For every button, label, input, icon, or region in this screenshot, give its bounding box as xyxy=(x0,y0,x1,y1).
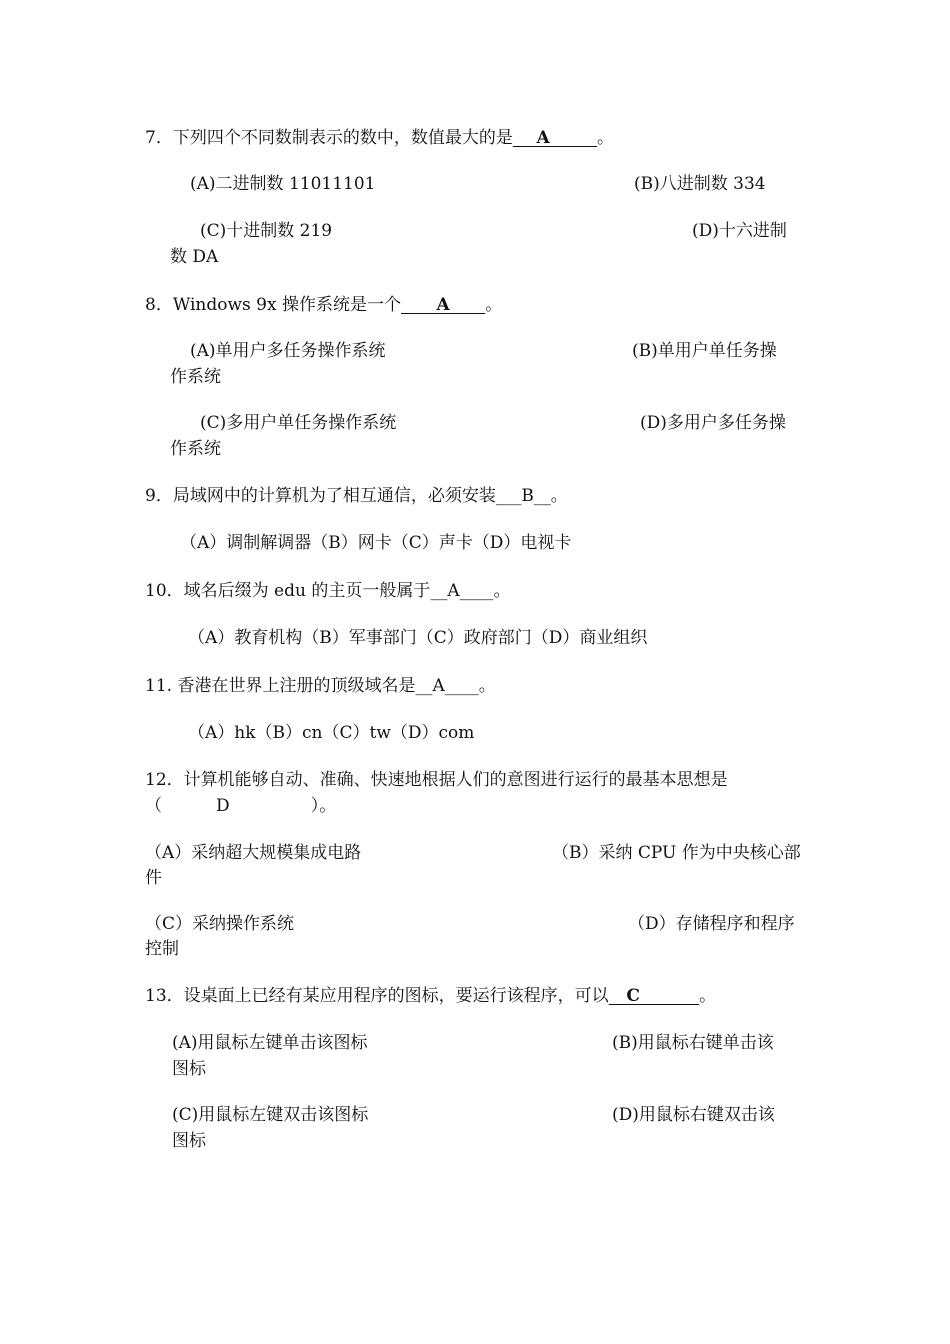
q8-option-d: (D)多用户多任务操 xyxy=(640,413,786,433)
q12-stem-continued: （ D ）。 xyxy=(145,796,337,816)
q8-option-b-continued: 作系统 xyxy=(170,367,221,387)
q8-option-c: (C)多用户单任务操作系统 xyxy=(200,413,397,433)
q8-stem xyxy=(145,294,502,316)
q13-option-d-continued: 图标 xyxy=(172,1131,206,1151)
q13-stem-end: 。 xyxy=(699,986,717,1006)
q10-stem: 10．域名后缀为 edu 的主页一般属于__A____。 xyxy=(145,581,511,601)
q8-stem-text: 8．Windows 9x 操作系统是一个 xyxy=(145,295,401,315)
q12-option-a: （A）采纳超大规模集成电路 xyxy=(145,843,362,863)
q9-options: （A）调制解调器（B）网卡（C）声卡（D）电视卡 xyxy=(180,533,572,553)
q8-stem-end: 。 xyxy=(485,295,503,315)
q8-option-d-continued: 作系统 xyxy=(170,439,221,459)
q13-stem-text: 13．设桌面上已经有某应用程序的图标，要运行该程序，可以 xyxy=(145,986,609,1006)
q7-option-a: (A)二进制数 11011101 xyxy=(190,174,376,194)
q12-option-b-continued: 件 xyxy=(145,868,162,888)
q12-option-b: （B）采纳 CPU 作为中央核心部 xyxy=(552,843,801,863)
q11-options: （A）hk（B）cn（C）tw（D）com xyxy=(188,723,475,743)
q7-answer-blank: A xyxy=(512,128,598,148)
q13-option-b-continued: 图标 xyxy=(172,1059,206,1079)
q7-stem-end: 。 xyxy=(597,128,615,148)
q11-stem: 11. 香港在世界上注册的顶级域名是__A____。 xyxy=(145,676,496,696)
q12-option-d-continued: 控制 xyxy=(145,939,179,959)
q7-option-c: (C)十进制数 219 xyxy=(200,221,333,241)
q12-option-c: （C）采纳操作系统 xyxy=(145,914,295,934)
q13-option-b: (B)用鼠标右键单击该 xyxy=(612,1033,774,1053)
q10-options: （A）教育机构（B）军事部门（C）政府部门（D）商业组织 xyxy=(188,628,648,648)
q13-option-a: (A)用鼠标左键单击该图标 xyxy=(172,1033,368,1053)
q7-option-d: (D)十六进制 xyxy=(692,221,787,241)
q13-option-c: (C)用鼠标左键双击该图标 xyxy=(172,1105,369,1125)
q7-stem xyxy=(145,127,614,149)
q12-stem: 12．计算机能够自动、准确、快速地根据人们的意图进行运行的最基本思想是 xyxy=(145,770,728,790)
q13-answer-blank: C xyxy=(608,986,700,1006)
q7-option-b: (B)八进制数 334 xyxy=(634,174,766,194)
q7-option-d-continued: 数 DA xyxy=(170,247,219,267)
q9-stem: 9．局域网中的计算机为了相互通信，必须安装___B__。 xyxy=(145,486,568,506)
q8-answer-blank: A xyxy=(400,295,486,315)
q13-stem xyxy=(145,985,716,1007)
q7-stem-text: 7．下列四个不同数制表示的数中，数值最大的是 xyxy=(145,128,513,148)
q13-option-d: (D)用鼠标右键双击该 xyxy=(612,1105,775,1125)
q8-option-b: (B)单用户单任务操 xyxy=(632,341,777,361)
q8-option-a: (A)单用户多任务操作系统 xyxy=(190,341,386,361)
q12-option-d: （D）存储程序和程序 xyxy=(628,914,795,934)
